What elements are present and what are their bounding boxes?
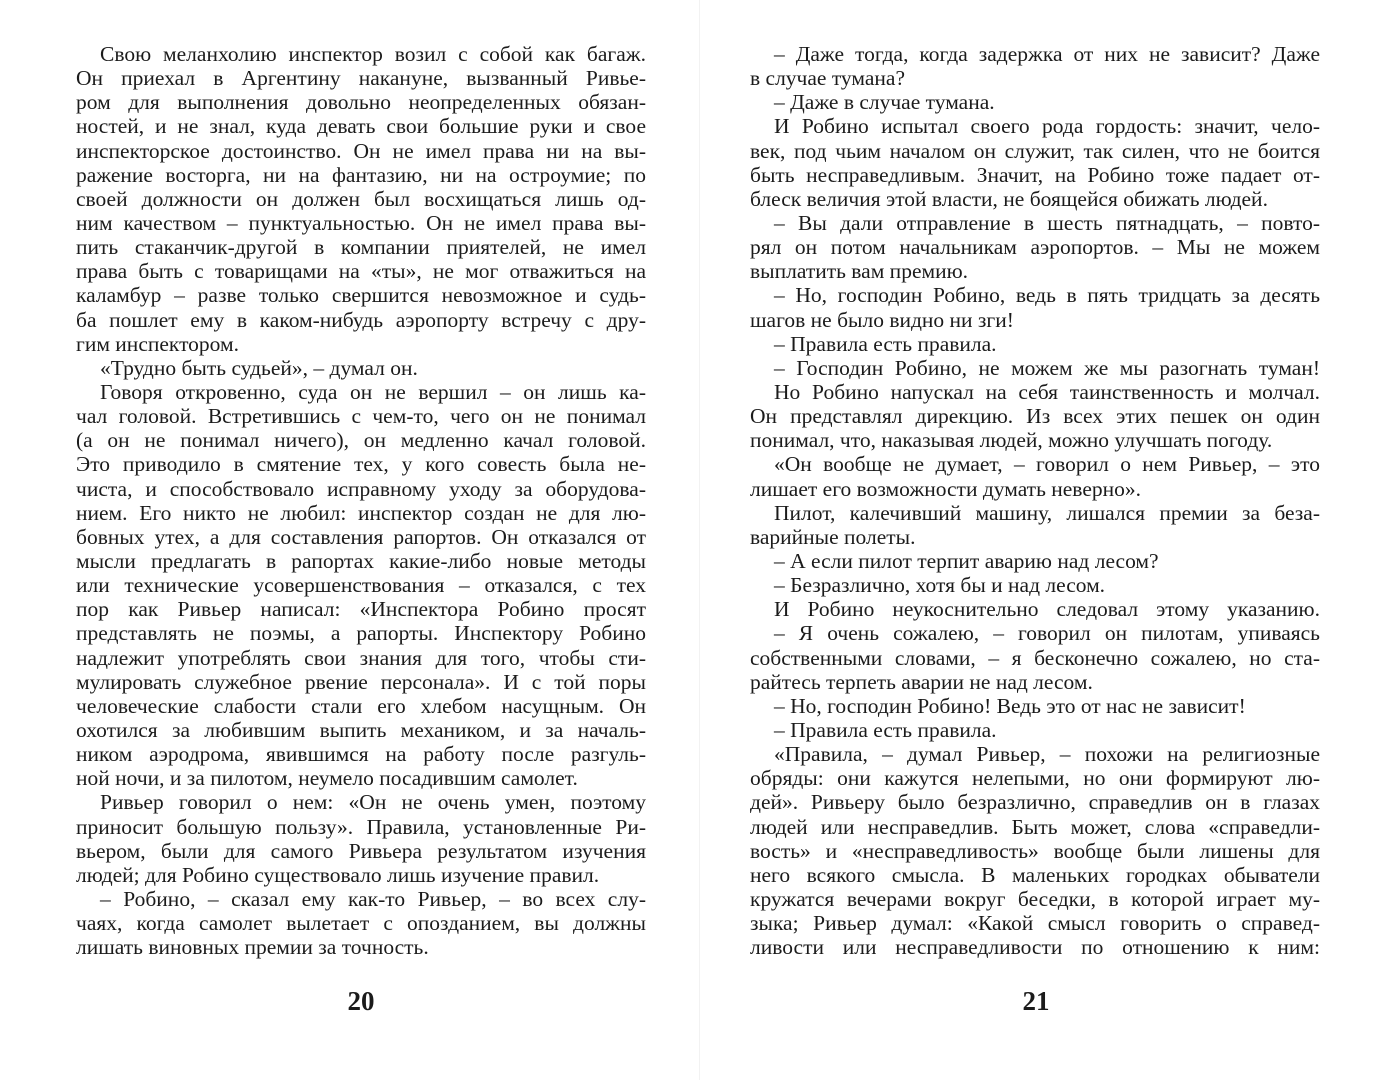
- text-line: (а он не понимал ничего), он медленно качал головой.: [76, 428, 646, 453]
- text-line: ливости или несправедливости по отношению к ним:: [750, 935, 1320, 960]
- text-line: – А если пилот терпит аварию над лесом?: [774, 548, 1159, 573]
- text-line: – Даже тогда, когда задержка от них не зависит? Даже: [774, 42, 1320, 66]
- text-line: быть несправедливым. Значит, на Робино тоже падает от-: [750, 162, 1320, 187]
- text-line: – Даже в случае тумана.: [774, 90, 995, 115]
- text-line: варийные полеты.: [750, 524, 916, 549]
- text-line: – Господин Робино, не можем же мы разогнать туман!: [774, 355, 1320, 380]
- text-line: инспекторское достоинство. Он не имел права ни на вы-: [76, 138, 646, 163]
- text-line: или технические усовершенствования – отказался, с тех: [76, 573, 646, 598]
- text-line: вость» и «несправедливость» вообще были лишены для: [750, 838, 1320, 863]
- text-line: – Безразлично, хотя бы и над лесом.: [774, 573, 1106, 598]
- text-line: ной ночи, и за пилотом, неумело посадившим самолет.: [76, 766, 578, 791]
- text-line: И Робино испытал своего рода гордость: значит, чело-: [774, 114, 1320, 139]
- text-line: мысли предлагать в рапортах какие-либо новые методы: [76, 548, 646, 573]
- text-line: каламбур – разве только свершится невозможное и судь-: [76, 283, 646, 308]
- text-line: Говоря откровенно, суда он не вершил – он лишь ка-: [100, 379, 646, 404]
- text-line: райтесь терпеть аварии не над лесом.: [750, 669, 1093, 694]
- text-line: пить стаканчик-другой в компании приятелей, не имел: [76, 235, 646, 260]
- text-line: Свою меланхолию инспектор возил с собой как багаж.: [100, 42, 646, 66]
- text-line: дей». Ривьеру было безразлично, справедлив он в глазах: [750, 790, 1320, 815]
- text-line: мулировать служебное рвение персонала». И с той поры: [76, 669, 646, 694]
- text-line: «Он вообще не думает, – говорил о нем Ривьер, – это: [774, 452, 1320, 477]
- text-line: ражение восторга, ни на фантазию, ни на остроумие; по: [76, 162, 646, 187]
- text-line: – Но, господин Робино, ведь в пять тридцать за десять: [774, 283, 1320, 308]
- text-line: кружатся вечерами вокруг беседки, в которой играет му-: [750, 886, 1320, 911]
- text-line: охотился за любившим выпить механиком, и за началь-: [76, 717, 646, 742]
- text-line: ним качеством – пунктуальностью. Он не имел права вы-: [76, 210, 646, 235]
- text-line: пор как Ривьер написал: «Инспектора Робино просят: [76, 597, 646, 622]
- text-line: Но Робино напускал на себя таинственность и молчал.: [774, 379, 1320, 404]
- text-line: лишать виновных премии за точность.: [76, 935, 429, 960]
- text-line: приносит большую пользу». Правила, установленные Ри-: [76, 814, 646, 839]
- text-line: собственными словами, – я бесконечно сожалею, но ста-: [750, 645, 1320, 670]
- text-line: вьером, были для самого Ривьера результатом изучения: [76, 838, 646, 863]
- text-line: понимал, что, наказывая людей, можно улучшать погоду.: [750, 428, 1273, 453]
- right-page-number: 21: [1022, 986, 1050, 1016]
- text-line: блеск величия этой власти, не боящейся обижать людей.: [750, 186, 1268, 211]
- text-line: чаях, когда самолет вылетает с опозданием, вы должны: [76, 911, 646, 936]
- text-line: – Я очень сожалею, – говорил он пилотам, упиваясь: [774, 621, 1320, 646]
- text-line: представлять не поэмы, а рапорты. Инспектору Робино: [76, 621, 646, 646]
- text-line: человеческие слабости стали его хлебом насущным. Он: [76, 693, 646, 718]
- text-line: в случае тумана?: [750, 66, 905, 91]
- text-line: Пилот, калечивший машину, лишался премии за беза-: [774, 500, 1320, 525]
- text-line: ром для выполнения довольно неопределенных обязан-: [76, 90, 646, 115]
- text-line: век, под чьим началом он служит, так силен, что не боится: [750, 138, 1320, 163]
- text-line: него всякого смысла. В маленьких городках обыватели: [750, 862, 1320, 887]
- text-line: И Робино неукоснительно следовал этому указанию.: [774, 597, 1320, 622]
- text-line: лишает его возможности думать неверно».: [750, 476, 1141, 501]
- text-line: рял он потом начальникам аэропортов. – Мы не можем: [750, 235, 1320, 260]
- text-line: чиста, и способствовало исправному уходу за оборудова-: [76, 476, 646, 501]
- text-line: бовных утех, а для составления рапортов. Он отказался от: [76, 524, 646, 549]
- text-line: ностей, и не знал, куда девать свои большие руки и свое: [76, 114, 646, 139]
- text-line: зыка; Ривьер думал: «Какой смысл говорить о справед-: [750, 911, 1320, 936]
- text-line: своей должности он должен был восхищаться лишь од-: [76, 186, 646, 211]
- text-line: Ривьер говорил о нем: «Он не очень умен, поэтому: [100, 790, 646, 815]
- right-page-text: [750, 42, 1320, 959]
- text-line: гим инспектором.: [76, 331, 240, 356]
- gutter-divider: [699, 0, 700, 1080]
- text-line: – Правила есть правила.: [774, 717, 997, 742]
- text-line: шагов не было видно ни зги!: [750, 307, 1014, 332]
- text-line: «Правила, – думал Ривьер, – похожи на религиозные: [774, 742, 1320, 767]
- text-line: – Правила есть правила.: [774, 331, 997, 356]
- text-line: права быть с товарищами на «ты», не мог отважиться на: [76, 259, 646, 284]
- text-line: Это приводило в смятение тех, у кого совесть была не-: [76, 452, 646, 477]
- text-line: людей; для Робино существовало лишь изучение правил.: [76, 862, 600, 887]
- text-line: – Робино, – сказал ему как-то Ривьер, – во всех слу-: [100, 886, 646, 911]
- text-line: ником аэродрома, явившимся на работу после разгуль-: [76, 742, 646, 767]
- text-line: «Трудно быть судьей», – думал он.: [100, 355, 418, 380]
- text-line: выплатить вам премию.: [750, 259, 969, 284]
- text-line: – Но, господин Робино! Ведь это от нас не зависит!: [774, 693, 1246, 718]
- text-line: нием. Его никто не любил: инспектор создан не для лю-: [76, 500, 646, 525]
- text-line: Он приехал в Аргентину накануне, вызванный Ривье-: [76, 66, 646, 91]
- text-line: обряды: они кажутся нелепыми, но они формируют лю-: [750, 766, 1320, 791]
- text-line: – Вы дали отправление в шесть пятнадцать, – повто-: [774, 210, 1320, 235]
- text-line: людей или несправедлив. Быть может, слова «справедли-: [750, 814, 1320, 839]
- text-line: надлежит употреблять свои знания для того, чтобы сти-: [76, 645, 646, 670]
- text-line: чал головой. Встретившись с чем-то, чего он не понимал: [76, 404, 646, 429]
- left-page-number: 20: [347, 986, 375, 1016]
- left-page-text: [76, 42, 646, 959]
- text-line: Он представлял дирекцию. Из всех этих пешек он один: [750, 404, 1320, 429]
- text-line: ба пошлет ему в каком-нибудь аэропорту встречу с дру-: [76, 307, 646, 332]
